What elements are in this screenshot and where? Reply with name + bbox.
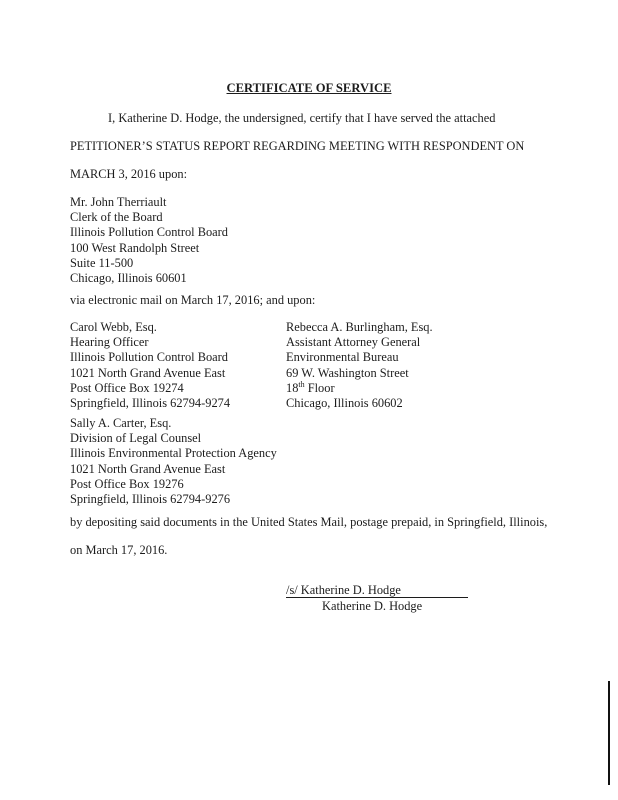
address-line: Clerk of the Board [70,210,163,225]
address-line: Sally A. Carter, Esq. [70,416,172,430]
address-line: Division of Legal Counsel [70,431,202,446]
address-line-floor [286,381,433,396]
address-line: Post Office Box 19274 [70,380,184,395]
address-line: Post Office Box 19276 [70,476,184,491]
mail-service-statement: by depositing said documents in the United States Mail, postage prepaid, in Springfield, Illinois, [70,515,548,529]
address-line: Chicago, Illinois 60602 [286,395,403,410]
address-line: Springfield, Illinois 62794-9274 [70,395,231,410]
address-line: Suite 11-500 [70,255,134,270]
scan-edge-mark [608,681,610,785]
address-line: 1021 North Grand Avenue East [70,461,226,476]
address-line: Environmental Bureau [286,350,399,365]
recipient-burlingham-address [286,320,433,411]
address-line: Springfield, Illinois 62794-9276 [70,491,231,506]
electronic-service-statement: via electronic mail on March 17, 2016; and upon: [70,293,316,307]
certification-statement: I, Katherine D. Hodge, the undersigned, certify that I have served the attached [108,111,496,125]
address-line: Illinois Environmental Protection Agency [70,446,277,461]
electronic-signature: /s/ Katherine D. Hodge [286,583,401,597]
service-date: on March 17, 2016. [70,543,168,557]
address-line: Hearing Officer [70,335,149,350]
recipient-carter-address [70,416,277,507]
address-line: 100 West Randolph Street [70,240,200,255]
floor-word: Floor [304,380,335,395]
address-line: Illinois Pollution Control Board [70,225,228,240]
address-line: Assistant Attorney General [286,335,421,350]
address-line: Rebecca A. Burlingham, Esq. [286,320,433,334]
address-line: Carol Webb, Esq. [70,320,157,334]
floor-number: 18 [286,380,299,395]
address-line: 1021 North Grand Avenue East [70,365,226,380]
address-line: Chicago, Illinois 60601 [70,270,187,285]
address-line: Mr. John Therriault [70,195,167,209]
page-title: CERTIFICATE OF SERVICE [226,81,392,95]
served-document-title-line1: PETITIONER’S STATUS REPORT REGARDING MEETING WITH RESPONDENT ON [70,139,525,153]
address-line: Illinois Pollution Control Board [70,350,228,365]
address-line: 69 W. Washington Street [286,365,409,380]
primary-recipient-address [70,195,228,286]
signer-printed-name: Katherine D. Hodge [322,599,423,613]
served-document-title-line2: MARCH 3, 2016 upon: [70,167,188,181]
floor-ordinal-suffix: th [298,379,305,389]
recipient-webb-address [70,320,230,411]
